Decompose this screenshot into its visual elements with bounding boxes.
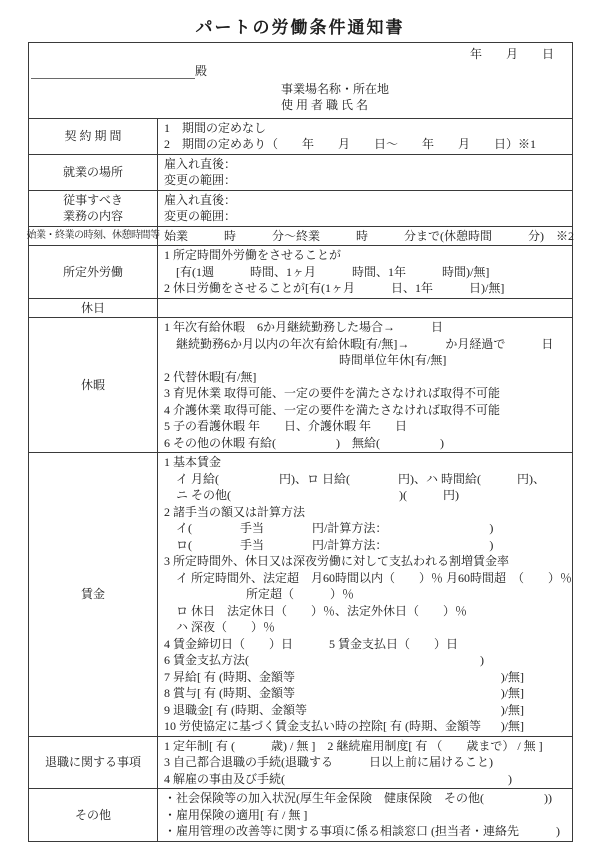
line-right: )/無] [500, 686, 525, 700]
hours-label: 始業・終業の時刻、休憩時間等 [29, 227, 158, 246]
form-line: 時間単位年休[有/無] [339, 353, 447, 367]
retirement-label: 退職に関する事項 [29, 737, 158, 789]
form-line: イ 所定時間外、法定超 月60時間以内（ ）％ 月60時間超 （ ）％ [164, 570, 573, 585]
form-line: 5 子の看護休暇 年 日、介護休暇 年 日 [164, 419, 408, 433]
hours-content [158, 227, 580, 246]
form-line: 始業 時 分～終業 時 分まで(休憩時間 分) ※2 [164, 228, 574, 243]
form-line: ハ 深夜（ ）％ [164, 620, 276, 634]
form-line: 雇入れ直後： [164, 156, 237, 171]
form-line: [有(1週 時間、1ヶ月 時間、1年 時間)/無] [164, 264, 490, 279]
row-others [29, 788, 572, 841]
leave-content [158, 318, 572, 452]
form-line: ロ( 手当 円/計算方法： ) [164, 537, 494, 552]
form-line: 3 育児休業 取得可能、一定の要件を満たさなければ取得不可能 [164, 386, 501, 400]
recipient-line [29, 63, 572, 81]
row-holidays [29, 298, 572, 318]
form-line: 変更の範囲： [164, 173, 237, 187]
form-line: 6 その他の休暇 有給( ) 無給( ) [164, 435, 444, 450]
wages-content [158, 453, 578, 736]
form-line: ロ 休日 法定休日（ ）％、法定外休日（ ）％ [164, 603, 468, 618]
recipient-suffix: 殿 [195, 63, 208, 78]
overtime-label: 所定外労働 [29, 246, 158, 298]
line-left: 8 賞与[ 有 (時期、金額等 [164, 686, 295, 700]
form-line: 2 休日労働をさせることが[有(1ヶ月 日、1年 日)/無] [164, 281, 505, 295]
form-line: 3 所定時間外、休日又は深夜労働に対して支払われる割増賃金率 [164, 554, 510, 568]
form-table [28, 42, 573, 842]
line-left: 10 労使協定に基づく賃金支払い時の控除[ 有 (時期、金額等 [164, 719, 481, 733]
page-title: パートの労働条件通知書 [195, 18, 405, 37]
form-line: 4 介護休業 取得可能、一定の要件を満たさなければ取得不可能 [164, 402, 501, 417]
form-line [164, 669, 572, 686]
holidays-label: 休日 [29, 299, 158, 318]
form-line: 2 期間の定めあり（ 年 月 日～ 年 月 日）※1 [164, 137, 537, 151]
contract-period-label: 契 約 期 間 [29, 119, 158, 154]
row-leave [29, 317, 572, 452]
row-duties [29, 190, 572, 226]
line-right: )/無] [500, 719, 525, 733]
duties-label [29, 191, 158, 226]
workplace-content [158, 155, 572, 190]
form-line: 1 年次有給休暇 6か月継続勤務した場合→ 日 [164, 320, 444, 334]
line-left: 4 解雇の事由及び手続( [164, 771, 285, 786]
line-left: ・雇用管理の改善等に関する事項に係る相談窓口 (担当者・連絡先 [164, 824, 519, 838]
overtime-content [158, 246, 572, 298]
line-left: 9 退職金[ 有 (時期、金額等 [164, 702, 307, 717]
others-label: その他 [29, 789, 158, 841]
duties-content [158, 191, 572, 226]
form-line [164, 685, 572, 702]
line-right: )/無] [500, 669, 525, 684]
form-line: 所定超（ ）％ [246, 587, 355, 601]
form-line: 変更の範囲： [164, 209, 237, 223]
form-line: 雇入れ直後： [164, 192, 237, 207]
employer-name-line: 使 用 者 職 氏 名 [281, 98, 369, 112]
row-contract-period [29, 118, 572, 154]
form-line: 1 期間の定めなし [164, 120, 267, 135]
contract-period-content [158, 119, 572, 154]
retirement-content [158, 737, 572, 789]
header-cell [29, 43, 572, 118]
row-hours [26, 226, 574, 246]
recipient-underline [31, 65, 195, 79]
office-name-line: 事業場名称・所在地 [281, 81, 390, 96]
duties-label-line1: 従事すべき [63, 192, 123, 207]
row-wages [29, 452, 572, 736]
form-line: 1 定年制[ 有 ( 歳) / 無 ] 2 継続雇用制度[ 有 （ 歳まで） / 無 ] [164, 738, 543, 753]
row-workplace [29, 154, 572, 190]
line-right: ) [556, 824, 560, 838]
form-line: イ( 手当 円/計算方法： ) [164, 521, 494, 535]
form-line: イ 月給( 円)、ロ 日給( 円)、ハ 時間給( 円)、 [164, 471, 545, 486]
duties-label-line2: 業務の内容 [62, 209, 123, 223]
form-line: 1 所定時間外労働をさせることが [164, 248, 342, 262]
date-line: 年 月 日 [469, 47, 554, 61]
form-line [164, 702, 572, 719]
leave-label: 休暇 [29, 318, 158, 452]
form-line: ・雇用保険の適用[ 有 / 無 ] [164, 807, 308, 822]
wages-label: 賃金 [29, 453, 158, 736]
line-right: ) [480, 653, 485, 667]
row-overtime [29, 245, 572, 298]
form-line [164, 300, 566, 317]
line-right: ) [508, 771, 512, 786]
form-line: ニ その他( )( 円) [164, 488, 459, 502]
line-left: 6 賃金支払方法( [164, 653, 249, 667]
form-line [164, 718, 572, 735]
form-line: 継続勤務6か月以内の年次有給休暇[有/無]→ か月経過で 日 [164, 336, 554, 351]
form-line: 4 賃金締切日（ ）日 5 賃金支払日（ ）日 [164, 636, 459, 651]
form-line: 3 自己都合退職の手続(退職する 日以上前に届けること) [164, 755, 493, 769]
form-line: 2 代替休暇[有/無] [164, 369, 257, 384]
holidays-content [158, 299, 572, 318]
line-left: 7 昇給[ 有 (時期、金額等 [164, 669, 295, 684]
form-line: ・社会保険等の加入状況(厚生年金保険 健康保険 その他( )) [164, 791, 552, 805]
form-line [164, 652, 572, 669]
row-retirement [29, 736, 572, 789]
form-line: 2 諸手当の額又は計算方法 [164, 504, 306, 519]
line-right: )/無] [500, 702, 525, 717]
form-line [164, 823, 566, 840]
workplace-label: 就業の場所 [29, 155, 158, 190]
form-line [164, 771, 566, 788]
form-line: 1 基本賃金 [164, 455, 222, 469]
others-content [158, 789, 572, 841]
